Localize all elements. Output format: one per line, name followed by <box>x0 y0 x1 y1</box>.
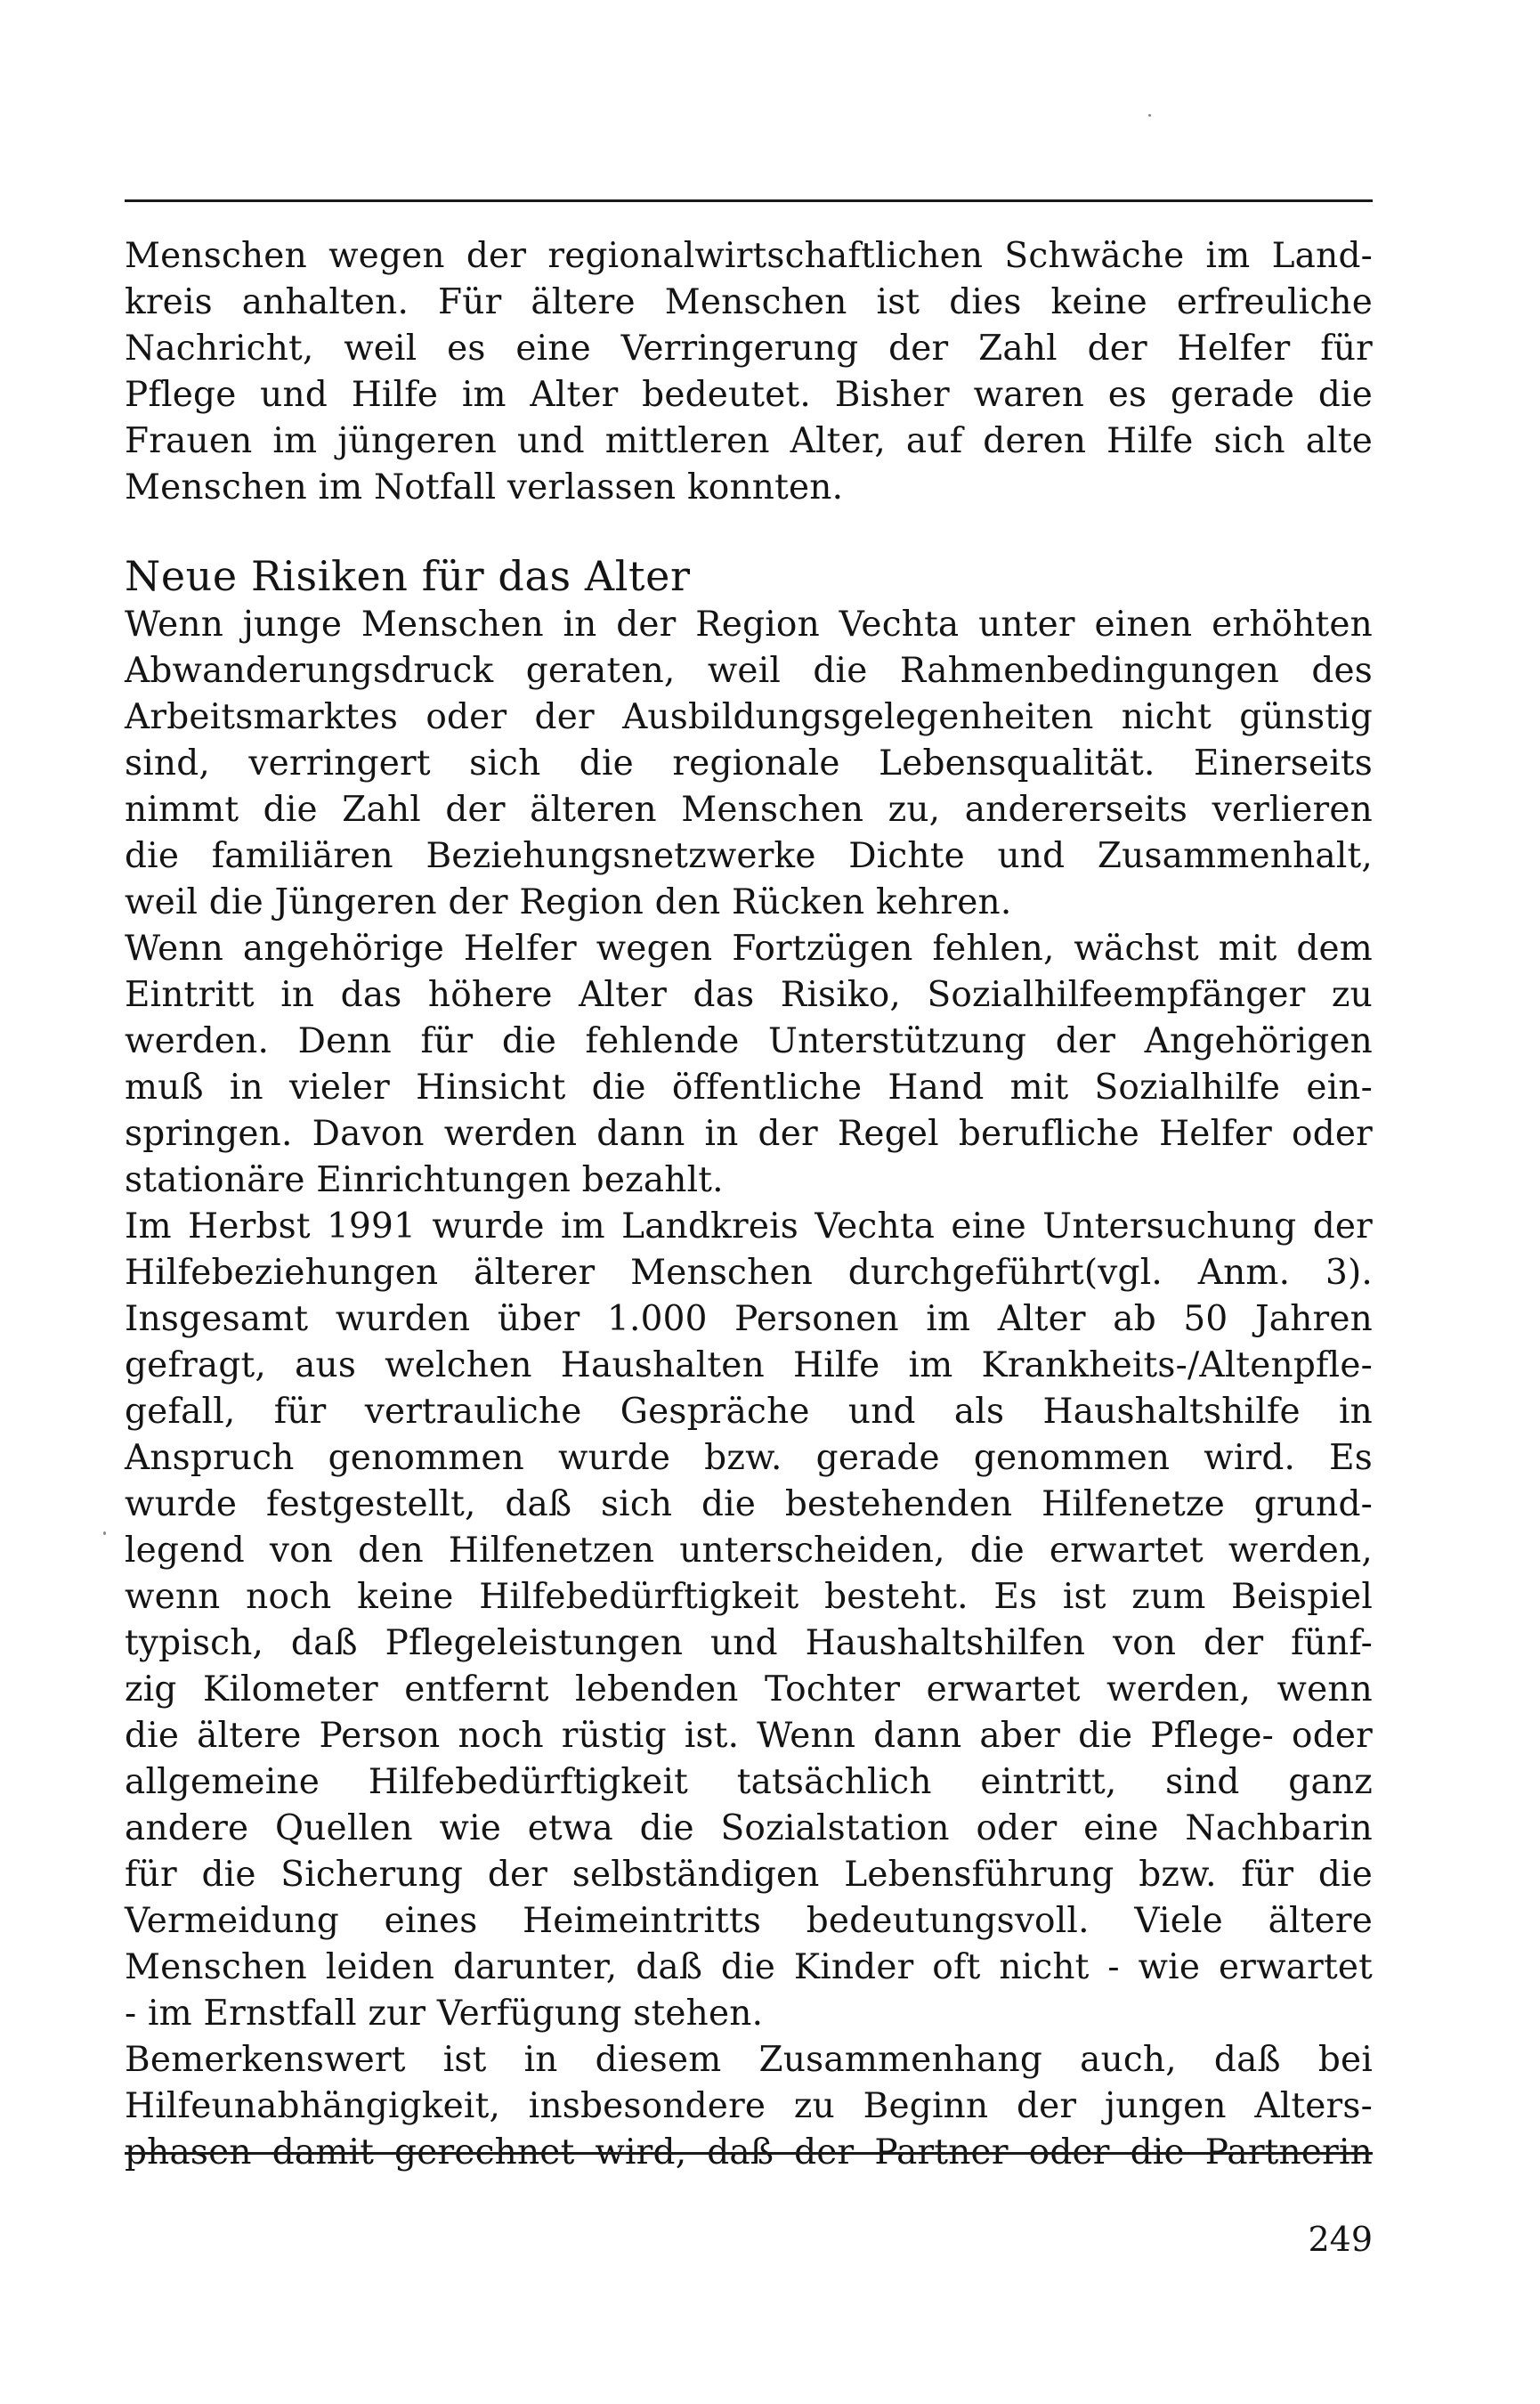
text-line: Menschen im Notfall verlassen konnten. <box>125 467 844 508</box>
text-line: Bemerkenswert ist in diesem Zusammenhang auch, daß bei <box>125 2040 1373 2080</box>
text-line: Abwanderungsdruck geraten, weil die Rahmenbedingungen des <box>125 651 1373 691</box>
section-heading: Neue Risiken für das Alter <box>125 552 691 600</box>
text-line: gefall, für vertrauliche Gespräche und als Haushaltshilfe in <box>125 1392 1373 1432</box>
text-line: legend von den Hilfenetzen unterscheiden, die erwartet werden, <box>125 1531 1373 1571</box>
text-line: gefragt, aus welchen Haushalten Hilfe im Krankheits-/Altenpfle- <box>125 1345 1373 1385</box>
text-line: weil die Jüngeren der Region den Rücken kehren. <box>125 882 1012 922</box>
bottom-rule <box>125 2152 1373 2155</box>
text-line: phasen damit gerechnet wird, daß der Partner oder die Partnerin <box>125 2132 1373 2173</box>
text-line: stationäre Einrichtungen bezahlt. <box>125 1160 724 1200</box>
text-line: sind, verringert sich die regionale Lebensqualität. Einerseits <box>125 743 1373 784</box>
text-line: springen. Davon werden dann in der Regel berufliche Helfer oder <box>125 1114 1373 1154</box>
text-line: andere Quellen wie etwa die Sozialstation oder eine Nachbarin <box>125 1808 1373 1848</box>
text-line: wenn noch keine Hilfebedürftigkeit besteht. Es ist zum Beispiel <box>125 1577 1373 1617</box>
text-line: Anspruch genommen wurde bzw. gerade genommen wird. Es <box>125 1438 1373 1478</box>
scan-speck <box>103 1531 106 1535</box>
text-line: Wenn angehörige Helfer wegen Fortzügen fehlen, wächst mit dem <box>125 929 1373 969</box>
text-line: Pflege und Hilfe im Alter bedeutet. Bisher waren es gerade die <box>125 375 1373 415</box>
text-line: wurde festgestellt, daß sich die bestehenden Hilfenetze grund- <box>125 1484 1373 1524</box>
text-line: nimmt die Zahl der älteren Menschen zu, andererseits verlieren <box>125 790 1373 830</box>
text-line: die ältere Person noch rüstig ist. Wenn dann aber die Pflege- oder <box>125 1716 1373 1756</box>
intro-paragraph <box>125 233 1373 511</box>
text-line: Insgesamt wurden über 1.000 Personen im Alter ab 50 Jahren <box>125 1299 1373 1339</box>
page-number: 249 <box>1308 2220 1373 2259</box>
text-line: Menschen leiden darunter, daß die Kinder oft nicht - wie erwartet <box>125 1947 1373 1987</box>
text-column <box>125 233 1373 2176</box>
text-line: die familiären Beziehungsnetzwerke Dichte und Zusammenhalt, <box>125 836 1373 876</box>
paragraph <box>125 2037 1373 2176</box>
paragraph <box>125 602 1373 926</box>
scan-speck <box>1148 114 1151 117</box>
text-line: Hilfeunabhängigkeit, insbesondere zu Beginn der jungen Alters- <box>125 2086 1373 2126</box>
top-rule <box>125 199 1373 202</box>
text-line: typisch, daß Pflegeleistungen und Haushaltshilfen von der fünf- <box>125 1623 1373 1663</box>
text-line: kreis anhalten. Für ältere Menschen ist dies keine erfreuliche <box>125 282 1373 322</box>
text-line: Arbeitsmarktes oder der Ausbildungsgelegenheiten nicht günstig <box>125 697 1373 737</box>
paragraph <box>125 1204 1373 2037</box>
text-line: zig Kilometer entfernt lebenden Tochter erwartet werden, wenn <box>125 1669 1373 1710</box>
text-line: Nachricht, weil es eine Verringerung der Zahl der Helfer für <box>125 329 1373 369</box>
text-line: für die Sicherung der selbständigen Lebensführung bzw. für die <box>125 1855 1373 1895</box>
text-line: Vermeidung eines Heimeintritts bedeutungsvoll. Viele ältere <box>125 1901 1373 1941</box>
text-line: Im Herbst 1991 wurde im Landkreis Vechta eine Untersuchung der <box>125 1206 1373 1247</box>
text-line: werden. Denn für die fehlende Unterstützung der Angehörigen <box>125 1021 1373 1061</box>
text-line: Frauen im jüngeren und mittleren Alter, auf deren Hilfe sich alte <box>125 421 1373 461</box>
text-line: muß in vieler Hinsicht die öffentliche Hand mit Sozialhilfe ein- <box>125 1068 1373 1108</box>
paragraph <box>125 926 1373 1204</box>
text-line: Wenn junge Menschen in der Region Vechta unter einen erhöhten <box>125 605 1373 645</box>
text-line: Menschen wegen der regionalwirtschaftlichen Schwäche im Land- <box>125 236 1373 276</box>
text-line: allgemeine Hilfebedürftigkeit tatsächlich eintritt, sind ganz <box>125 1762 1373 1802</box>
text-line: Eintritt in das höhere Alter das Risiko, Sozialhilfeempfänger zu <box>125 975 1373 1015</box>
text-line: Hilfebeziehungen älterer Menschen durchgeführt(vgl. Anm. 3). <box>125 1253 1373 1293</box>
text-line: - im Ernstfall zur Verfügung stehen. <box>125 1994 764 2034</box>
